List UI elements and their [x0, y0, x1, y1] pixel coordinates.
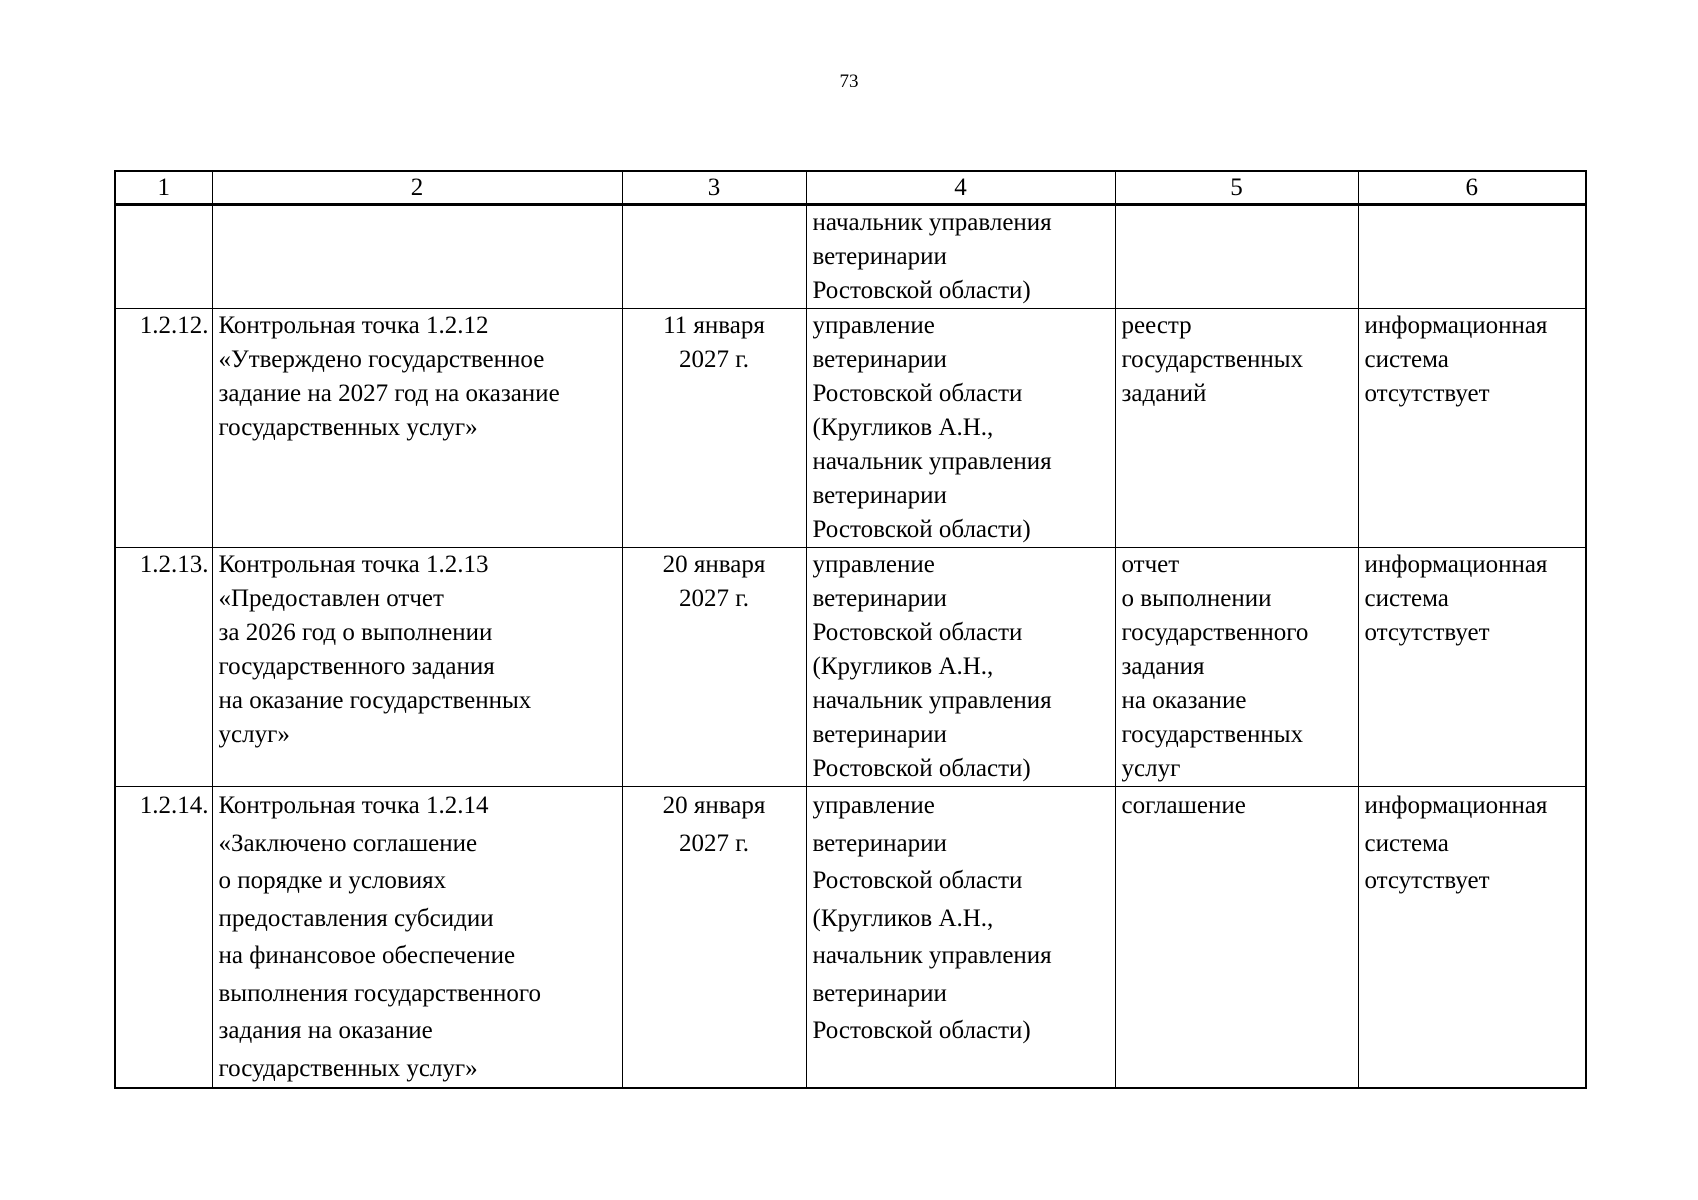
cell-text-line: 1.2.12. [139, 312, 209, 339]
header-cell-4: 4 [806, 171, 1115, 205]
cell-text-line: заданий [1121, 380, 1207, 407]
cell-text-line: 1.2.13. [139, 551, 209, 578]
cell-text-line: на финансовое обеспечение [218, 942, 516, 969]
control-point-title-cell [212, 309, 622, 548]
control-point-title-cell [212, 787, 622, 1089]
cell-text-line: Ростовской области [812, 380, 1023, 407]
document-type-cell [1115, 548, 1358, 787]
header-cell-5: 5 [1115, 171, 1358, 205]
cell-text-line: Ростовской области [812, 619, 1023, 646]
row-number-cell [115, 309, 212, 548]
responsible-cell [806, 309, 1115, 548]
cell-text-line: реестр [1121, 312, 1192, 339]
document-type-cell [1115, 205, 1358, 309]
deadline-date-cell [622, 309, 806, 548]
information-system-cell [1358, 309, 1586, 548]
control-point-title-cell [212, 548, 622, 787]
cell-text-line: услуг [1121, 755, 1181, 782]
cell-text-line: управление [812, 312, 935, 339]
cell-text-line: 11 января [663, 312, 765, 339]
cell-text-line: информационная [1364, 551, 1548, 578]
responsible-cell [806, 787, 1115, 1089]
cell-text-line: выполнения государственного [218, 979, 542, 1007]
page-number: 73 [839, 71, 859, 92]
responsible-cell [806, 205, 1115, 309]
cell-text-line: 2027 г. [679, 346, 749, 373]
cell-text-line: ветеринарии [812, 243, 947, 270]
cell-text-line: начальник управления [812, 687, 1052, 714]
cell-text-line: Ростовской области) [812, 516, 1031, 543]
cell-text-line: начальник управления [812, 942, 1052, 969]
cell-text-line: (Кругликов А.Н., [812, 414, 994, 441]
control-points-table [114, 170, 1587, 1089]
cell-text-line: на оказание государственных [218, 687, 532, 714]
cell-text-line: 1.2.14. [139, 792, 209, 819]
cell-text-line: о порядке и условиях [218, 867, 447, 894]
table-row [115, 787, 1586, 1089]
document-type-cell [1115, 787, 1358, 1089]
responsible-cell [806, 548, 1115, 787]
cell-text-line: 2027 г. [679, 829, 749, 857]
cell-text-line: информационная [1364, 312, 1548, 339]
deadline-date-cell [622, 787, 806, 1089]
cell-text-line: «Заключено соглашение [218, 829, 478, 857]
cell-text-line: Ростовской области) [812, 1017, 1031, 1044]
header-cell-3: 3 [622, 171, 806, 205]
cell-text-line: ветеринарии [812, 585, 947, 612]
header-cell-1: 1 [115, 171, 212, 205]
cell-text-line: (Кругликов А.Н., [812, 653, 994, 680]
header-row [115, 171, 1586, 205]
document-type-cell [1115, 309, 1358, 548]
cell-text-line: управление [812, 551, 935, 578]
cell-text-line: отчет [1121, 551, 1180, 578]
cell-text-line: 20 января [662, 792, 766, 819]
cell-text-line: (Кругликов А.Н., [812, 904, 994, 932]
cell-text-line: система [1364, 585, 1449, 612]
header-cell-6: 6 [1358, 171, 1586, 205]
table-row [115, 548, 1586, 787]
cell-text-line: соглашение [1121, 792, 1246, 819]
cell-text-line: система [1364, 829, 1449, 857]
cell-text-line: о выполнении [1121, 585, 1272, 612]
cell-text-line: начальник управления [812, 209, 1052, 236]
cell-text-line: Ростовской области) [812, 277, 1031, 304]
cell-text-line: 2027 г. [679, 585, 749, 612]
cell-text-line: государственных [1121, 721, 1304, 748]
cell-text-line: информационная [1364, 792, 1548, 819]
cell-text-line: на оказание [1121, 687, 1247, 714]
cell-text-line: 20 января [662, 551, 766, 578]
cell-text-line: управление [812, 792, 935, 819]
control-point-title-cell [212, 205, 622, 309]
cell-text-line: Ростовской области [812, 867, 1023, 894]
deadline-date-cell [622, 548, 806, 787]
cell-text-line: «Предоставлен отчет [218, 585, 444, 612]
table-row [115, 309, 1586, 548]
information-system-cell [1358, 548, 1586, 787]
cell-text-line: Ростовской области) [812, 755, 1031, 782]
cell-text-line: Контрольная точка 1.2.12 [218, 312, 489, 339]
cell-text-line: ветеринарии [812, 482, 947, 509]
cell-text-line: «Утверждено государственное [218, 346, 545, 373]
table-row [115, 205, 1586, 309]
cell-text-line: государственных [1121, 346, 1304, 373]
cell-text-line: за 2026 год о выполнении [218, 619, 493, 646]
cell-text-line: государственного задания [218, 653, 495, 680]
cell-text-line: задание на 2027 год на оказание [218, 380, 560, 407]
cell-text-line: отсутствует [1364, 380, 1490, 407]
cell-text-line: Контрольная точка 1.2.13 [218, 551, 489, 578]
cell-text-line: ветеринарии [812, 346, 947, 373]
cell-text-line: отсутствует [1364, 619, 1490, 646]
header-cell-2: 2 [212, 171, 622, 205]
cell-text-line: задания на оказание [218, 1017, 433, 1044]
cell-text-line: услуг» [218, 721, 290, 748]
cell-text-line: государственного [1121, 619, 1309, 646]
row-number-cell [115, 205, 212, 309]
row-number-cell [115, 787, 212, 1089]
deadline-date-cell [622, 205, 806, 309]
cell-text-line: задания [1121, 653, 1205, 680]
cell-text-line: Контрольная точка 1.2.14 [218, 792, 489, 819]
information-system-cell [1358, 205, 1586, 309]
cell-text-line: ветеринарии [812, 979, 947, 1007]
row-number-cell [115, 548, 212, 787]
cell-text-line: система [1364, 346, 1449, 373]
cell-text-line: отсутствует [1364, 867, 1490, 894]
cell-text-line: предоставления субсидии [218, 904, 494, 932]
information-system-cell [1358, 787, 1586, 1089]
cell-text-line: государственных услуг» [218, 414, 478, 441]
cell-text-line: государственных услуг» [218, 1054, 478, 1082]
cell-text-line: ветеринарии [812, 829, 947, 857]
cell-text-line: ветеринарии [812, 721, 947, 748]
cell-text-line: начальник управления [812, 448, 1052, 475]
